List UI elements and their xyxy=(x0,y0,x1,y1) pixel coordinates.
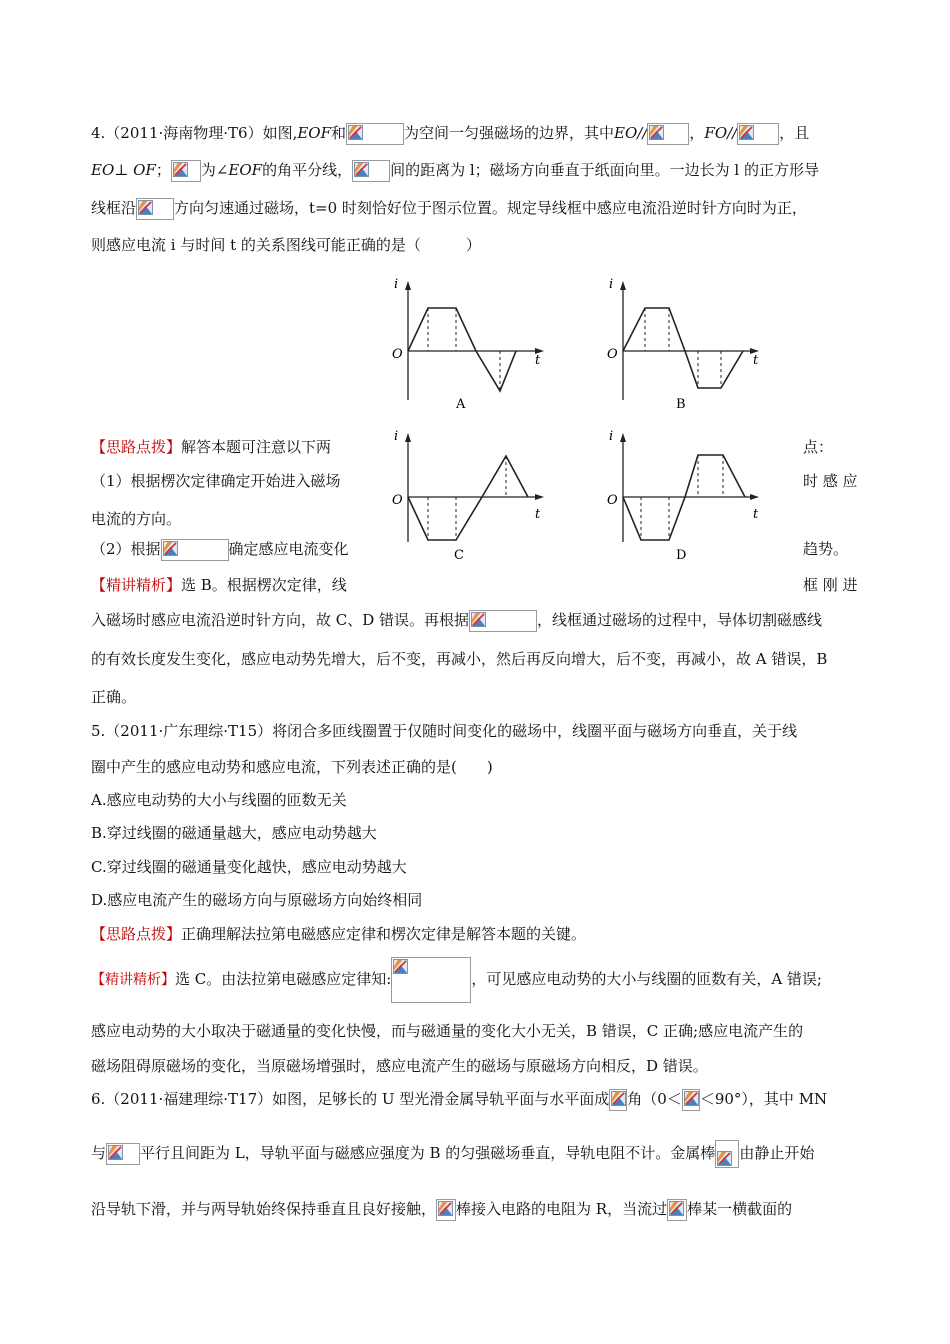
broken-image-icon xyxy=(649,125,664,140)
broken-image-icon xyxy=(739,125,754,140)
graph-b xyxy=(603,278,773,417)
hint-text: 解答本题可注意以下两 xyxy=(181,438,332,456)
axis-i-label: i xyxy=(609,277,614,292)
q4-line-1 xyxy=(91,122,809,145)
q5-answer xyxy=(91,956,822,1003)
broken-image-icon xyxy=(438,1201,453,1216)
q4-line-2 xyxy=(91,159,819,182)
q4-line-3 xyxy=(91,197,807,220)
broken-image-icon xyxy=(471,612,486,627)
q4-text: 线框沿 xyxy=(91,199,137,217)
q6-text: ＜90°），其中 MN xyxy=(699,1090,828,1108)
q5-line-1: 5.（2011·广东理综·T15）将闭合多匝线圈置于仅随时间变化的磁场中，线圈平面与磁场方向垂直，关于线 xyxy=(91,722,798,740)
broken-image-icon xyxy=(173,162,188,177)
hint-end: 点： xyxy=(803,438,834,456)
q4-answer-line xyxy=(91,574,347,596)
hint-2-end: 趋势。 xyxy=(803,540,849,558)
q4-text: 的角平分线， xyxy=(262,161,353,179)
q4-text: EOF xyxy=(228,161,263,179)
axis-t-label: t xyxy=(535,353,541,368)
origin-label: O xyxy=(392,493,403,508)
broken-image-icon xyxy=(393,959,408,974)
q4-text: 为∠ xyxy=(200,161,229,179)
q4-text: 方向匀速通过磁场，t=0 时刻恰好位于图示位置。规定导线框中感应电流沿逆时针方向时为正， xyxy=(174,199,807,217)
q4-text: EOF xyxy=(297,124,331,142)
axis-t-label: t xyxy=(753,507,759,522)
broken-image-icon xyxy=(348,125,363,140)
hint-1-end: 时 感 应 xyxy=(803,472,858,490)
formula-image xyxy=(609,1089,627,1111)
broken-image-icon xyxy=(669,1201,684,1216)
q4-hint-line xyxy=(91,436,331,458)
q6-text: 与 xyxy=(91,1144,107,1162)
hint-label: 【思路点拨】 xyxy=(91,925,182,943)
q4-text: ， xyxy=(689,124,705,142)
q5-option-b: B.穿过线圈的磁通量越大，感应电动势越大 xyxy=(91,824,377,842)
axis-i-label: i xyxy=(609,429,614,444)
formula-image xyxy=(737,123,779,145)
q6-line-1 xyxy=(91,1088,827,1111)
q5-option-a: A.感应电动势的大小与线圈的匝数无关 xyxy=(91,791,347,809)
q6-text: 角（0＜ xyxy=(627,1090,682,1108)
formula-image xyxy=(647,123,689,145)
q4-hint-1: （1）根据楞次定律确定开始进入磁场 xyxy=(91,472,341,490)
q4-line-4: 则感应电流 i 与时间 t 的关系图线可能正确的是（ ） xyxy=(91,236,481,254)
answer-text: ，可见感应电动势的大小与线圈的匝数有关，A 错误; xyxy=(471,970,822,988)
graph-label-d: D xyxy=(676,548,687,563)
q6-text: 沿导轨下滑，并与两导轨始终保持垂直且良好接触， xyxy=(91,1200,437,1218)
q5-option-c: C.穿过线圈的磁通量变化越快，感应电动势越大 xyxy=(91,858,407,876)
q6-text: 平行且间距为 L，导轨平面与磁感应强度为 B 的匀强磁场垂直，导轨电阻不计。金属棒 xyxy=(140,1144,716,1162)
formula-image xyxy=(171,160,201,182)
q6-line-3 xyxy=(91,1198,792,1221)
graph-label-b: B xyxy=(676,397,686,412)
q4-text: 和 xyxy=(331,124,347,142)
broken-image-icon xyxy=(163,541,178,556)
q4-answer-3: 的有效长度发生变化，感应电动势先增大，后不变，再减小，然后再反向增大，后不变，再减小，故 A 错误，B xyxy=(91,650,828,668)
answer-text: 入磁场时感应电流沿逆时针方向，故 C、D 错误。再根据 xyxy=(91,611,470,629)
q6-line-2 xyxy=(91,1140,814,1168)
broken-image-icon xyxy=(108,1145,123,1160)
origin-label: O xyxy=(392,347,403,362)
formula-image xyxy=(682,1089,700,1111)
q5-answer-3: 磁场阻碍原磁场的变化，当原磁场增强时，感应电流产生的磁场与原磁场方向相反，D 错误。 xyxy=(91,1057,708,1075)
graph-c xyxy=(388,430,558,569)
formula-image xyxy=(136,198,174,220)
q6-text: 6.（2011·福建理综·T17）如图，足够长的 U 型光滑金属导轨平面与水平面成 xyxy=(91,1090,610,1108)
q4-answer-2 xyxy=(91,609,822,632)
formula-image xyxy=(346,123,404,145)
formula-image xyxy=(391,957,471,1003)
axis-t-label: t xyxy=(535,507,541,522)
q4-text: EO// xyxy=(614,124,648,142)
q4-hint-2 xyxy=(91,538,349,561)
broken-image-icon xyxy=(138,200,153,215)
q4-text: ； xyxy=(155,161,171,179)
axis-i-label: i xyxy=(394,277,399,292)
answer-text: ，线框通过磁场的过程中，导体切割磁感线 xyxy=(537,611,823,629)
graph-a xyxy=(388,278,558,417)
hint-label: 【思路点拨】 xyxy=(91,438,182,456)
formula-image xyxy=(715,1140,739,1168)
formula-image xyxy=(161,539,229,561)
q4-text: EO⊥ OF xyxy=(91,161,156,179)
formula-image xyxy=(106,1143,140,1165)
axis-i-label: i xyxy=(394,429,399,444)
q6-text: 棒某一横截面的 xyxy=(687,1200,793,1218)
broken-image-icon xyxy=(611,1091,626,1106)
answer-label: 【精讲精析】 xyxy=(91,972,175,988)
answer-text: 选 C。由法拉第电磁感应定律知: xyxy=(175,970,392,988)
formula-image xyxy=(352,160,390,182)
q4-hint-1b: 电流的方向。 xyxy=(91,510,182,528)
formula-image xyxy=(436,1199,456,1221)
answer-label: 【精讲精析】 xyxy=(91,576,182,594)
q6-text: 棒接入电路的电阻为 R，当流过 xyxy=(456,1200,668,1218)
answer-text: 选 B。根据楞次定律，线 xyxy=(181,576,347,594)
q4-text: ，且 xyxy=(779,124,810,142)
formula-image xyxy=(469,610,537,632)
origin-label: O xyxy=(607,347,618,362)
graph-label-a: A xyxy=(456,397,466,412)
q4-text: FO// xyxy=(704,124,738,142)
hint-text: （2）根据 xyxy=(91,540,161,558)
q6-text: 由静止开始 xyxy=(739,1144,815,1162)
axis-t-label: t xyxy=(753,353,759,368)
q5-option-d: D.感应电流产生的磁场方向与原磁场方向始终相同 xyxy=(91,891,423,909)
q5-line-2: 圈中产生的感应电动势和感应电流，下列表述正确的是( ) xyxy=(91,758,493,776)
answer-end: 框 刚 进 xyxy=(803,576,858,594)
formula-image xyxy=(667,1199,687,1221)
graph-label-c: C xyxy=(454,548,464,563)
q4-text: 间的距离为 l；磁场方向垂直于纸面向里。一边长为 l 的正方形导 xyxy=(390,161,819,179)
q5-answer-2: 感应电动势的大小取决于磁通量的变化快慢，而与磁通量的变化大小无关，B 错误，C 正确;感应电流产生的 xyxy=(91,1022,804,1040)
q4-answer-4: 正确。 xyxy=(91,688,137,706)
broken-image-icon xyxy=(354,162,369,177)
origin-label: O xyxy=(607,493,618,508)
hint-text: 确定感应电流变化 xyxy=(228,540,349,558)
broken-image-icon xyxy=(717,1151,732,1166)
q4-text: 4.（2011·海南物理·T6）如图, xyxy=(91,124,298,142)
q5-hint xyxy=(91,923,586,945)
broken-image-icon xyxy=(684,1091,699,1106)
graph-d xyxy=(603,430,773,569)
q4-text: 为空间一匀强磁场的边界，其中 xyxy=(404,124,615,142)
hint-text: 正确理解法拉第电磁感应定律和楞次定律是解答本题的关键。 xyxy=(181,925,587,943)
